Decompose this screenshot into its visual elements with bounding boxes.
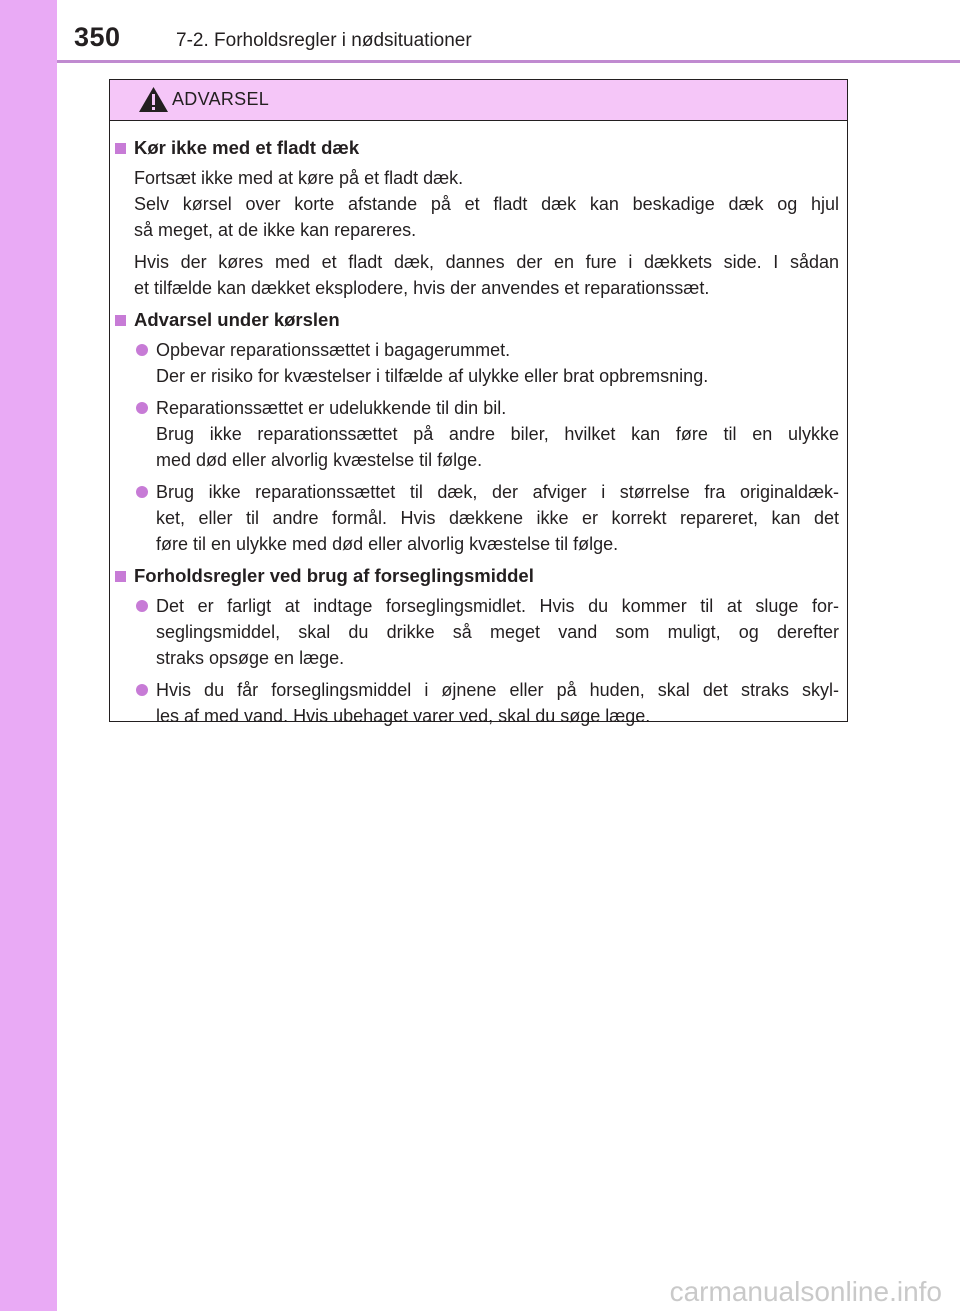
text-line: straks opsøge en læge.	[156, 648, 345, 668]
text-line: Hvis du får forseglingsmiddel i øjnene eller på huden, skal det straks skyl-	[156, 680, 839, 700]
warning-triangle-icon	[138, 86, 169, 113]
bullet-item	[110, 479, 839, 557]
circle-bullet-icon	[136, 600, 148, 612]
circle-bullet-icon	[136, 344, 148, 356]
text-line: med død eller alvorlig kvæstelse til følge.	[156, 450, 483, 470]
text-line: seglingsmiddel, skal du drikke så meget vand som muligt, og derefter	[156, 622, 839, 642]
paragraph	[110, 191, 839, 243]
header-rule	[57, 60, 960, 63]
circle-bullet-icon	[136, 486, 148, 498]
section-heading	[110, 307, 839, 333]
text-line: Der er risiko for kvæstelser i tilfælde af ulykke eller brat opbremsning.	[156, 366, 709, 386]
text-line: Reparationssættet er udelukkende til din bil.	[156, 398, 507, 418]
text-line: så meget, at de ikke kan repareres.	[134, 220, 417, 240]
bullet-item	[110, 593, 839, 671]
section-heading	[110, 135, 839, 161]
text-line: Hvis der køres med et fladt dæk, dannes der en fure i dækkets side. I sådan	[134, 252, 839, 272]
circle-bullet-icon	[136, 402, 148, 414]
bullet-item	[110, 395, 839, 473]
text-line: Opbevar reparationssættet i bagagerummet.	[156, 340, 511, 360]
warning-body	[110, 121, 847, 729]
paragraph	[110, 249, 839, 301]
text-line: ket, eller til andre formål. Hvis dækkene ikke er korrekt repareret, kan det	[156, 508, 839, 528]
section-heading	[110, 563, 839, 589]
text-line: Det er farligt at indtage forseglingsmidlet. Hvis du kommer til at sluge for-	[156, 596, 839, 616]
section-title: 7-2. Forholdsregler i nødsituationer	[176, 30, 472, 51]
watermark: carmanualsonline.info	[669, 1276, 942, 1307]
section-heading-text: Advarsel under kørslen	[134, 309, 340, 330]
page-number: 350	[74, 22, 121, 52]
circle-bullet-icon	[136, 684, 148, 696]
bullet-item	[110, 677, 839, 729]
text-line: Brug ikke reparationssættet på andre biler, hvilket kan føre til en ulykke	[156, 424, 839, 444]
text-line: Selv kørsel over korte afstande på et fladt dæk kan beskadige dæk og hjul	[134, 194, 839, 214]
text-line: Fortsæt ikke med at køre på et fladt dæk.	[134, 168, 464, 188]
square-bullet-icon	[115, 571, 126, 582]
side-tab-strip	[0, 0, 57, 1311]
warning-label: ADVARSEL	[172, 89, 270, 109]
bullet-item	[110, 337, 839, 389]
text-line: Brug ikke reparationssættet til dæk, der afviger i størrelse fra originaldæk-	[156, 482, 839, 502]
warning-header	[110, 80, 847, 121]
section-heading-text: Forholdsregler ved brug af forseglingsmiddel	[134, 565, 534, 586]
text-line: et tilfælde kan dækket eksplodere, hvis der anvendes et reparationssæt.	[134, 278, 710, 298]
text-line: les af med vand. Hvis ubehaget varer ved, skal du søge læge.	[156, 706, 651, 726]
square-bullet-icon	[115, 315, 126, 326]
paragraph	[110, 165, 839, 191]
text-line: føre til en ulykke med død eller alvorlig kvæstelse til følge.	[156, 534, 619, 554]
square-bullet-icon	[115, 143, 126, 154]
warning-box	[109, 79, 848, 726]
section-heading-text: Kør ikke med et fladt dæk	[134, 137, 360, 158]
